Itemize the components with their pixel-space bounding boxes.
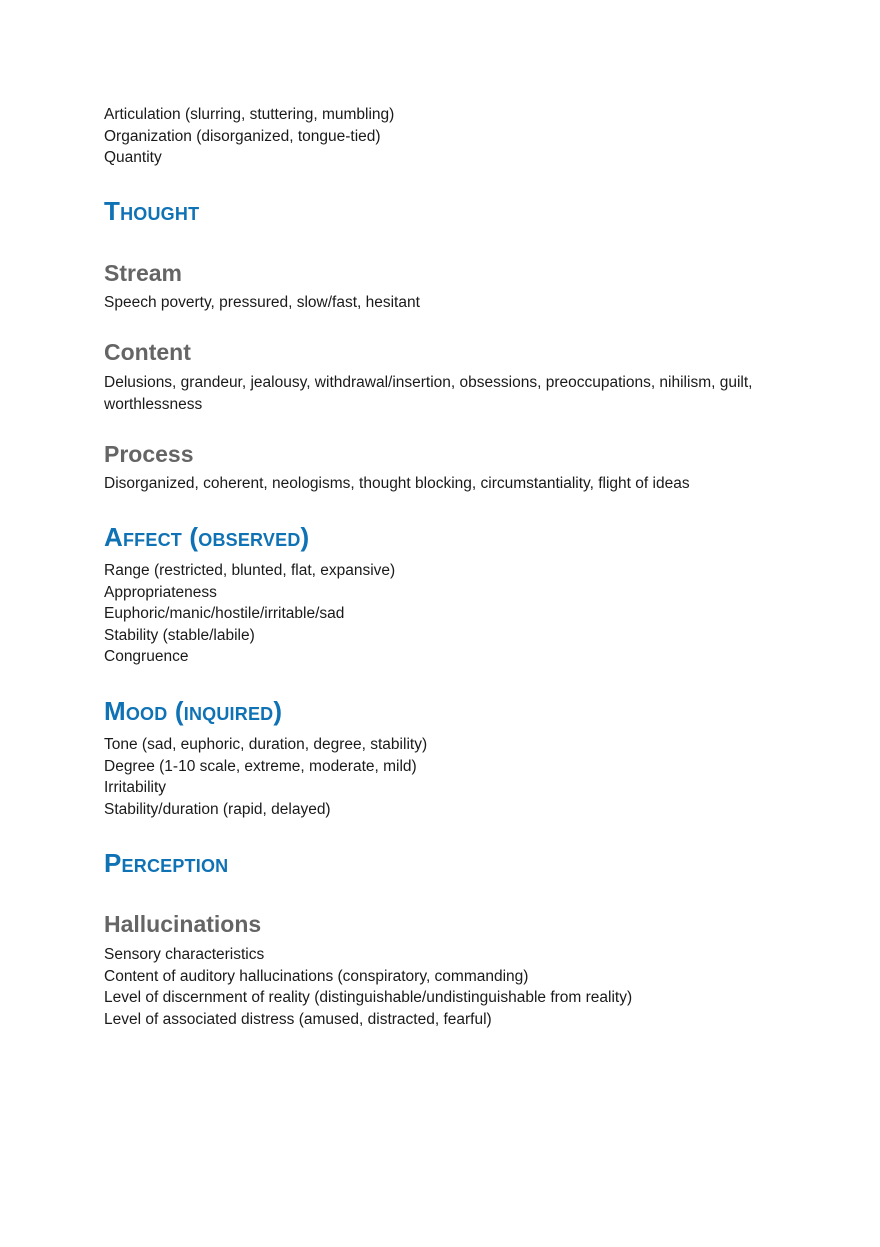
affect-item-euphoric: Euphoric/manic/hostile/irritable/sad <box>104 605 345 622</box>
hallucinations-subheading: Hallucinations <box>104 911 262 937</box>
thought-heading: Thought <box>104 196 200 226</box>
perception-heading: Perception <box>104 848 229 878</box>
document-page <box>104 0 784 1247</box>
affect-item-range: Range (restricted, blunted, flat, expansive) <box>104 562 396 579</box>
hallucinations-item-sensory: Sensory characteristics <box>104 946 265 963</box>
affect-heading: Affect (observed) <box>104 522 310 552</box>
speech-item-articulation: Articulation (slurring, stuttering, mumbling) <box>104 106 395 123</box>
speech-item-quantity: Quantity <box>104 149 162 166</box>
process-text: Disorganized, coherent, neologisms, thought blocking, circumstantiality, flight of ideas <box>104 475 690 492</box>
mood-item-stability: Stability/duration (rapid, delayed) <box>104 801 331 818</box>
affect-item-appropriateness: Appropriateness <box>104 584 217 601</box>
hallucinations-item-discernment: Level of discernment of reality (distinguishable/undistinguishable from reality) <box>104 989 633 1006</box>
content-text: Delusions, grandeur, jealousy, withdrawal/insertion, obsessions, preoccupations, nihilism, guilt, worthlessness <box>104 374 753 413</box>
content-subheading: Content <box>104 339 191 365</box>
hallucinations-item-distress: Level of associated distress (amused, distracted, fearful) <box>104 1011 492 1028</box>
stream-text: Speech poverty, pressured, slow/fast, hesitant <box>104 294 420 311</box>
stream-subheading: Stream <box>104 260 182 286</box>
hallucinations-item-content: Content of auditory hallucinations (conspiratory, commanding) <box>104 968 529 985</box>
speech-item-organization: Organization (disorganized, tongue-tied) <box>104 128 381 145</box>
mood-heading: Mood (inquired) <box>104 696 283 726</box>
process-subheading: Process <box>104 441 194 467</box>
mood-item-degree: Degree (1-10 scale, extreme, moderate, mild) <box>104 758 417 775</box>
mood-item-irritability: Irritability <box>104 779 167 796</box>
affect-item-stability: Stability (stable/labile) <box>104 627 255 644</box>
affect-item-congruence: Congruence <box>104 648 189 665</box>
mood-item-tone: Tone (sad, euphoric, duration, degree, stability) <box>104 736 428 753</box>
